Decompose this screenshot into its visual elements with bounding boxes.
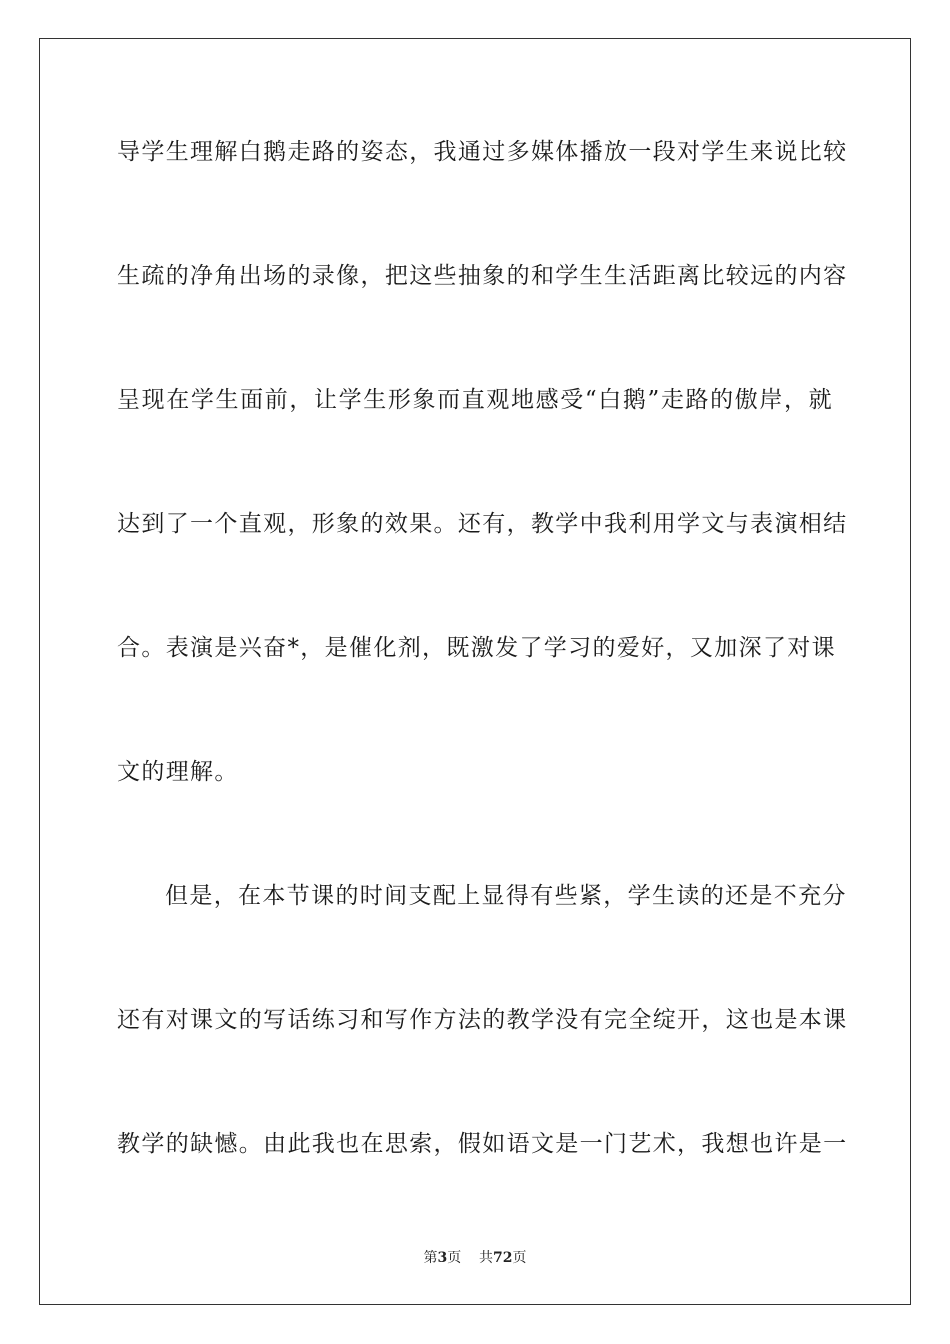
text-line-1: 导学生理解白鹅走路的姿态，我通过多媒体播放一段对学生来说比较 xyxy=(117,139,848,165)
page-footer xyxy=(0,1248,950,1268)
text-line-5: 合。表演是兴奋*，是催化剂，既激发了学习的爱好，又加深了对课 xyxy=(117,635,836,661)
page-border xyxy=(39,38,911,1305)
footer-total-pages: 72 xyxy=(493,1250,513,1266)
text-line-3: 呈现在学生面前，让学生形象而直观地感受“白鹅”走路的傲岸，就 xyxy=(117,387,833,413)
text-line-4: 达到了一个直观，形象的效果。还有，教学中我利用学文与表演相结 xyxy=(117,511,848,537)
text-line-7: 但是，在本节课的时间支配上显得有些紧，学生读的还是不充分 xyxy=(165,883,847,909)
footer-page-number: 3 xyxy=(437,1250,448,1266)
footer-total-suffix: 页 xyxy=(512,1250,527,1266)
text-line-6: 文的理解。 xyxy=(117,759,239,785)
text-line-2: 生疏的净角出场的录像，把这些抽象的和学生生活距离比较远的内容 xyxy=(117,263,848,289)
footer-page-suffix: 页 xyxy=(447,1250,462,1266)
text-line-8: 还有对课文的写话练习和写作方法的教学没有完全绽开，这也是本课 xyxy=(117,1007,848,1033)
footer-page-prefix: 第 xyxy=(423,1250,438,1266)
text-line-9: 教学的缺憾。由此我也在思索，假如语文是一门艺术，我想也许是一 xyxy=(117,1131,848,1157)
footer-total-prefix: 共 xyxy=(479,1250,494,1266)
